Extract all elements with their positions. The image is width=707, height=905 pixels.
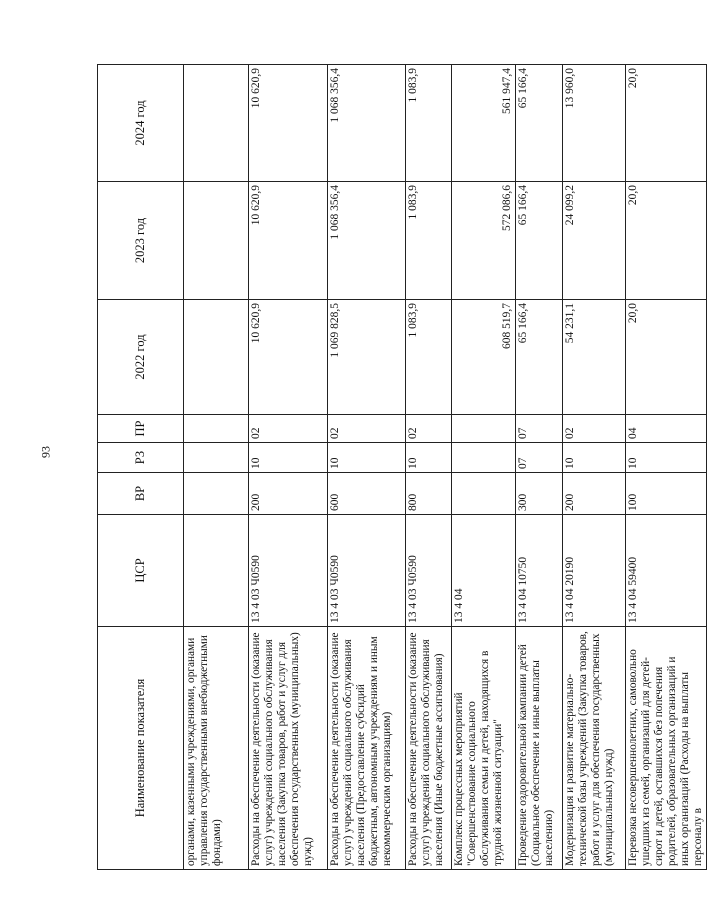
cell-2023: 20,0 xyxy=(626,182,707,300)
budget-table xyxy=(97,64,707,870)
cell-2022 xyxy=(184,300,249,415)
header-2023: 2023 год xyxy=(98,182,184,300)
cell-csr: 13 4 04 10750 xyxy=(516,515,563,627)
cell-2024: 561 947,4 xyxy=(452,65,516,182)
cell-pr xyxy=(452,415,516,443)
cell-csr: 13 4 03 Ч0590 xyxy=(406,515,452,627)
cell-2024: 1 068 356,4 xyxy=(328,65,406,182)
cell-2022: 20,0 xyxy=(626,300,707,415)
cell-2024: 1 083,9 xyxy=(406,65,452,182)
cell-rz xyxy=(184,443,249,473)
cell-vr: 300 xyxy=(516,473,563,515)
cell-2022: 65 166,4 xyxy=(516,300,563,415)
cell-name: органами, казенными учреждениями, органами управления государственными внебюджетными фондами) xyxy=(184,627,249,870)
cell-rz: 10 xyxy=(328,443,406,473)
cell-2024 xyxy=(184,65,249,182)
cell-rz: 10 xyxy=(406,443,452,473)
table-row xyxy=(452,65,516,870)
table-row xyxy=(626,65,707,870)
cell-2022: 10 620,9 xyxy=(249,300,328,415)
header-csr: ЦСР xyxy=(98,515,184,627)
cell-name: Расходы на обеспечение деятельности (оказание услуг) учреждений социального обслуживания населения (Предоставление субсидий бюджетным, автономным учреждениям и иным некоммерческим организациям) xyxy=(328,627,406,870)
cell-name: Расходы на обеспечение деятельности (оказание услуг) учреждений социального обслуживания населения (Закупка товаров, работ и услуг для обеспечения государственных (муниципальных) нужд) xyxy=(249,627,328,870)
cell-pr xyxy=(184,415,249,443)
cell-vr xyxy=(452,473,516,515)
cell-2023: 65 166,4 xyxy=(516,182,563,300)
header-2024: 2024 год xyxy=(98,65,184,182)
cell-2024: 20,0 xyxy=(626,65,707,182)
table-row xyxy=(249,65,328,870)
table-row xyxy=(406,65,452,870)
table-row xyxy=(516,65,563,870)
cell-2022: 54 231,1 xyxy=(563,300,626,415)
table-row xyxy=(184,65,249,870)
cell-2022: 1 083,9 xyxy=(406,300,452,415)
cell-2023: 1 068 356,4 xyxy=(328,182,406,300)
cell-2023: 1 083,9 xyxy=(406,182,452,300)
cell-csr xyxy=(184,515,249,627)
cell-csr: 13 4 03 Ч0590 xyxy=(328,515,406,627)
header-rz: РЗ xyxy=(98,443,184,473)
cell-rz: 10 xyxy=(563,443,626,473)
cell-pr: 04 xyxy=(626,415,707,443)
cell-csr: 13 4 04 20190 xyxy=(563,515,626,627)
cell-2024: 65 166,4 xyxy=(516,65,563,182)
cell-csr: 13 4 04 xyxy=(452,515,516,627)
cell-2024: 10 620,9 xyxy=(249,65,328,182)
cell-pr: 02 xyxy=(328,415,406,443)
cell-vr: 600 xyxy=(328,473,406,515)
cell-vr: 100 xyxy=(626,473,707,515)
cell-vr: 800 xyxy=(406,473,452,515)
header-pr: ПР xyxy=(98,415,184,443)
cell-pr: 02 xyxy=(249,415,328,443)
cell-name: Комплекс процессных мероприятий "Совершенствование социального обслуживания семьи и детей, находящихся в трудной жизненной ситуации" xyxy=(452,627,516,870)
header-name: Наименование показателя xyxy=(98,627,184,870)
cell-csr: 13 4 03 Ч0590 xyxy=(249,515,328,627)
cell-name: Проведение оздоровительной кампании детей (Социальное обеспечение и иные выплаты населению) xyxy=(516,627,563,870)
header-vr: ВР xyxy=(98,473,184,515)
cell-pr: 02 xyxy=(563,415,626,443)
cell-2023: 10 620,9 xyxy=(249,182,328,300)
page-number: 93 xyxy=(38,446,53,458)
cell-rz xyxy=(452,443,516,473)
cell-rz: 10 xyxy=(249,443,328,473)
cell-csr: 13 4 04 59400 xyxy=(626,515,707,627)
cell-vr xyxy=(184,473,249,515)
cell-rz: 10 xyxy=(626,443,707,473)
cell-pr: 02 xyxy=(406,415,452,443)
cell-2024: 13 960,0 xyxy=(563,65,626,182)
cell-name: Расходы на обеспечение деятельности (оказание услуг) учреждений социального обслуживания населения (Иные бюджетные ассигнования) xyxy=(406,627,452,870)
cell-vr: 200 xyxy=(563,473,626,515)
table-row xyxy=(328,65,406,870)
cell-2023: 24 099,2 xyxy=(563,182,626,300)
cell-2023: 572 086,6 xyxy=(452,182,516,300)
table-row xyxy=(563,65,626,870)
cell-2022: 608 519,7 xyxy=(452,300,516,415)
cell-2022: 1 069 828,5 xyxy=(328,300,406,415)
cell-rz: 07 xyxy=(516,443,563,473)
table-header-row xyxy=(98,65,184,870)
rotated-page-content xyxy=(97,65,704,870)
header-2022: 2022 год xyxy=(98,300,184,415)
cell-vr: 200 xyxy=(249,473,328,515)
cell-pr: 07 xyxy=(516,415,563,443)
cell-name: Модернизация и развитие материально-технической базы учреждений (Закупка товаров, работ и услуг для обеспечения государственных (муниципальных) нужд) xyxy=(563,627,626,870)
cell-2023 xyxy=(184,182,249,300)
cell-name: Перевозка несовершеннолетних, самовольно ушедших из семей, организаций для детей-сирот и детей, оставшихся без попечения родителей, образовательных организаций и иных организаций (Расходы на выплаты персоналу в xyxy=(626,627,707,870)
